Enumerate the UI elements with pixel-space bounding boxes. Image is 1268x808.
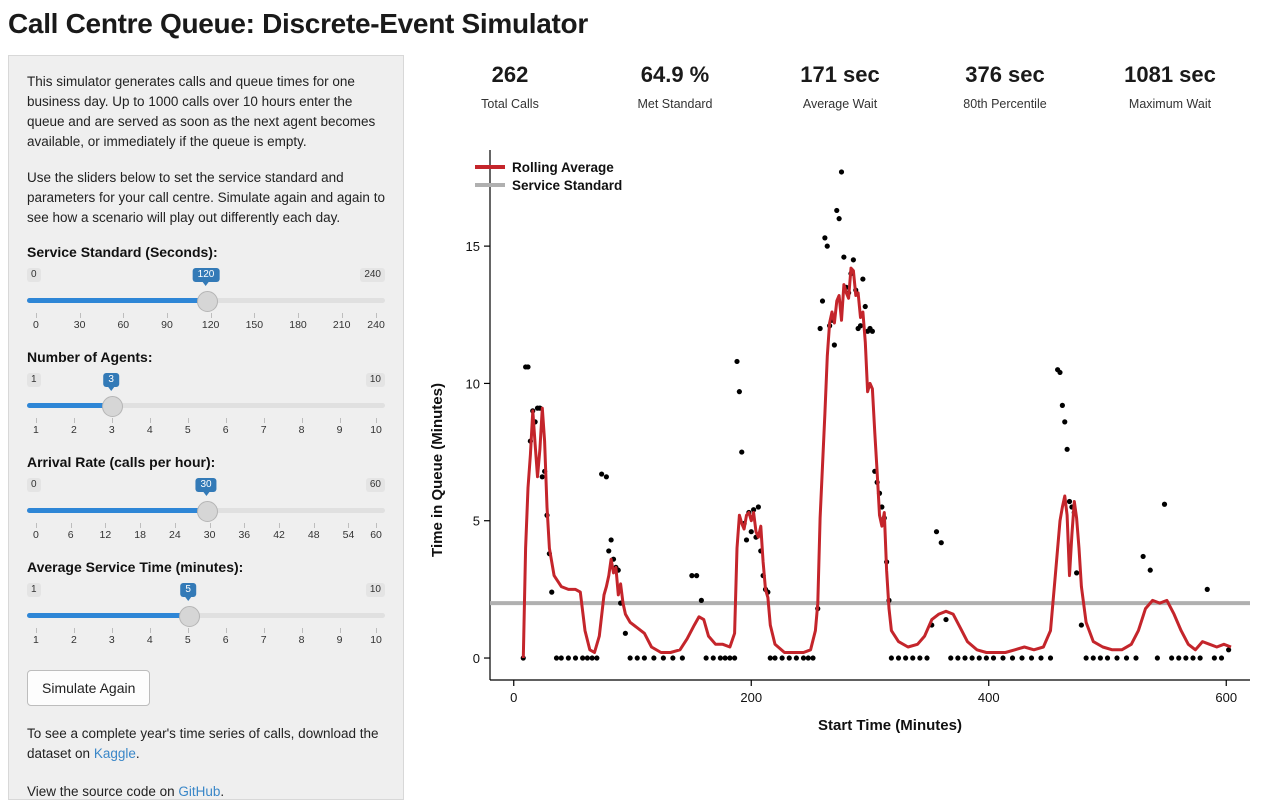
- slider-service-standard: [27, 244, 385, 333]
- data-point: [768, 655, 773, 660]
- chart-legend: [475, 160, 622, 193]
- tick-label: 3: [108, 424, 115, 436]
- slider-track-fill: [27, 298, 206, 303]
- data-point: [689, 573, 694, 578]
- data-point: [1169, 655, 1174, 660]
- data-point: [723, 655, 728, 660]
- data-point: [1062, 419, 1067, 424]
- data-point: [718, 655, 723, 660]
- data-point: [670, 655, 675, 660]
- data-point: [756, 504, 761, 509]
- x-tick-label: 400: [977, 690, 1000, 705]
- tick-label: 240: [367, 319, 385, 331]
- data-point: [651, 655, 656, 660]
- slider-number-of-agents-label: Number of Agents:: [27, 349, 153, 365]
- y-tick-label: 15: [465, 239, 480, 255]
- data-point: [1010, 655, 1015, 660]
- rolling-average-line: [523, 268, 1231, 658]
- slider-arrival-rate-label: Arrival Rate (calls per hour):: [27, 454, 216, 470]
- data-point: [1190, 655, 1195, 660]
- slider-arrival-rate-knob[interactable]: [197, 501, 218, 522]
- data-point: [772, 655, 777, 660]
- data-point: [896, 655, 901, 660]
- metric-maximum-wait-value: 1081 sec: [1124, 62, 1216, 87]
- x-tick-label: 600: [1215, 690, 1238, 705]
- x-tick-label: 200: [740, 690, 763, 705]
- slider-track-fill: [27, 508, 206, 513]
- controls-sidebar: [8, 55, 404, 800]
- data-point: [806, 655, 811, 660]
- slider-average-service-time-label: Average Service Time (minutes):: [27, 559, 244, 575]
- data-point: [810, 655, 815, 660]
- data-point: [1212, 655, 1217, 660]
- tick-label: 6: [222, 424, 229, 436]
- data-point: [1219, 655, 1224, 660]
- tick-label: 4: [146, 634, 153, 646]
- metric-total-calls-label: Total Calls: [481, 97, 539, 111]
- intro-paragraph-1: This simulator generates calls and queue times for one business day. Up to 1000 calls over 10 hours enter the queue and are served as soon as the next agent becomes available, or immediately if the queue is empty.: [27, 74, 376, 149]
- data-point: [1105, 655, 1110, 660]
- tick-label: 150: [245, 319, 264, 331]
- data-point: [1162, 502, 1167, 507]
- data-point: [1029, 655, 1034, 660]
- data-point: [554, 655, 559, 660]
- data-point: [1176, 655, 1181, 660]
- data-point: [623, 631, 628, 636]
- tick-label: 5: [184, 634, 191, 646]
- tick-label: 9: [336, 634, 343, 646]
- data-point: [590, 655, 595, 660]
- slider-service-standard-value: 120: [193, 268, 220, 282]
- data-point: [948, 655, 953, 660]
- data-point: [1133, 655, 1138, 660]
- data-point: [1000, 655, 1005, 660]
- data-point: [1141, 554, 1146, 559]
- slider-average-service-time-max: 10: [366, 583, 385, 597]
- data-point: [1048, 655, 1053, 660]
- tick-label: 4: [146, 424, 153, 436]
- x-axis-title: Start Time (Minutes): [818, 717, 962, 734]
- data-point: [910, 655, 915, 660]
- tick-label: 7: [260, 634, 267, 646]
- y-tick-label: 10: [465, 376, 480, 392]
- data-point: [704, 655, 709, 660]
- legend-label-rolling-average: Rolling Average: [512, 160, 614, 175]
- data-point: [903, 655, 908, 660]
- metric-total-calls: [430, 62, 590, 111]
- github-footnote: [27, 782, 385, 802]
- data-point: [984, 655, 989, 660]
- data-point: [924, 655, 929, 660]
- slider-number-of-agents-track[interactable]: [27, 395, 385, 417]
- data-point: [870, 329, 875, 334]
- data-point: [580, 655, 585, 660]
- data-point: [604, 474, 609, 479]
- data-point: [863, 304, 868, 309]
- data-point: [801, 655, 806, 660]
- data-point: [860, 276, 865, 281]
- data-point: [943, 617, 948, 622]
- metrics-row: [430, 62, 1250, 111]
- slider-arrival-rate-ticks: [27, 523, 385, 543]
- tick-label: 9: [336, 424, 343, 436]
- data-point: [991, 655, 996, 660]
- queue-time-chart: [420, 130, 1260, 750]
- data-point: [680, 655, 685, 660]
- tick-label: 0: [33, 529, 39, 541]
- y-tick-label: 5: [472, 513, 480, 529]
- data-point: [635, 655, 640, 660]
- data-point: [1019, 655, 1024, 660]
- metric-met-standard-value: 64.9 %: [640, 62, 710, 87]
- intro-paragraph-2: Use the sliders below to set the service standard and parameters for your call centre. Simulate again and again to see how a scenario will play out differently each day.: [27, 170, 385, 225]
- data-point: [1065, 447, 1070, 452]
- metric-met-standard-label: Met Standard: [637, 97, 713, 111]
- data-point: [739, 449, 744, 454]
- data-point: [917, 655, 922, 660]
- tick-label: 90: [161, 319, 173, 331]
- github-footnote-period: .: [220, 784, 225, 799]
- slider-arrival-rate: [27, 454, 385, 543]
- slider-track-fill: [27, 403, 111, 408]
- plot-area: [466, 150, 1250, 705]
- slider-service-standard-track[interactable]: [27, 290, 385, 312]
- github-footnote-text: View the source code on: [27, 784, 179, 799]
- data-point: [851, 257, 856, 262]
- data-point: [977, 655, 982, 660]
- slider-number-of-agents-min: 1: [27, 373, 41, 387]
- metric-80th-percentile-label: 80th Percentile: [963, 97, 1047, 111]
- data-point: [559, 655, 564, 660]
- simulate-again-button[interactable]: Simulate Again: [27, 670, 150, 706]
- data-point: [1098, 655, 1103, 660]
- data-point: [962, 655, 967, 660]
- data-point: [609, 537, 614, 542]
- slider-number-of-agents-ticks: [27, 418, 385, 438]
- data-point: [1198, 655, 1203, 660]
- data-point: [549, 590, 554, 595]
- legend-label-service-standard: Service Standard: [512, 178, 623, 193]
- slider-average-service-time-value: 5: [180, 583, 196, 597]
- data-point: [525, 364, 530, 369]
- kaggle-footnote-period: .: [135, 746, 140, 761]
- tick-label: 60: [117, 319, 130, 331]
- data-point: [818, 326, 823, 331]
- data-point: [837, 216, 842, 221]
- data-point: [594, 655, 599, 660]
- tick-label: 36: [238, 529, 251, 541]
- data-point: [834, 208, 839, 213]
- data-point: [934, 529, 939, 534]
- metric-maximum-wait-label: Maximum Wait: [1128, 97, 1212, 111]
- data-point: [787, 655, 792, 660]
- data-point: [1067, 499, 1072, 504]
- slider-service-standard-label: Service Standard (Seconds):: [27, 244, 218, 260]
- page-title: Call Centre Queue: Discrete-Event Simulator: [8, 8, 588, 39]
- tick-label: 6: [67, 529, 74, 541]
- data-point: [642, 655, 647, 660]
- data-point: [1155, 655, 1160, 660]
- metric-met-standard: [595, 62, 755, 111]
- tick-label: 8: [298, 634, 305, 646]
- slider-average-service-time-min: 1: [27, 583, 41, 597]
- slider-arrival-rate-track[interactable]: [27, 500, 385, 522]
- data-point: [727, 655, 732, 660]
- data-point: [841, 254, 846, 259]
- tick-label: 60: [370, 529, 382, 541]
- tick-label: 54: [342, 529, 355, 541]
- kaggle-link[interactable]: Kaggle: [93, 746, 136, 761]
- data-point: [1074, 570, 1079, 575]
- slider-number-of-agents: [27, 349, 385, 438]
- data-point: [737, 389, 742, 394]
- slider-arrival-rate-min: 0: [27, 478, 41, 492]
- data-point: [749, 529, 754, 534]
- data-point: [1091, 655, 1096, 660]
- data-point: [820, 298, 825, 303]
- data-point: [566, 655, 571, 660]
- metric-total-calls-value: 262: [491, 62, 529, 87]
- data-point: [825, 244, 830, 249]
- tick-label: 210: [332, 319, 351, 331]
- slider-number-of-agents-knob[interactable]: [102, 396, 123, 417]
- data-point: [573, 655, 578, 660]
- slider-average-service-time-ticks: [27, 628, 385, 648]
- metric-average-wait-label: Average Wait: [802, 97, 878, 111]
- data-point: [599, 471, 604, 476]
- y-axis-title: Time in Queue (Minutes): [429, 383, 446, 557]
- tick-label: 42: [273, 529, 285, 541]
- data-point: [1205, 587, 1210, 592]
- slider-track-fill: [27, 613, 188, 618]
- slider-service-standard-ticks: [27, 313, 385, 333]
- data-point: [1038, 655, 1043, 660]
- tick-label: 12: [99, 529, 112, 541]
- data-point: [955, 655, 960, 660]
- tick-label: 10: [370, 634, 382, 646]
- data-point: [1114, 655, 1119, 660]
- slider-service-standard-min: 0: [27, 268, 41, 282]
- slider-arrival-rate-value: 30: [195, 478, 216, 492]
- data-point: [694, 573, 699, 578]
- data-point: [711, 655, 716, 660]
- tick-label: 6: [222, 634, 229, 646]
- data-point: [1084, 655, 1089, 660]
- data-point: [858, 323, 863, 328]
- tick-label: 24: [169, 529, 181, 541]
- slider-average-service-time-knob[interactable]: [179, 606, 200, 627]
- slider-arrival-rate-max: 60: [366, 478, 385, 492]
- data-point: [889, 655, 894, 660]
- tick-label: 120: [201, 319, 220, 331]
- tick-label: 48: [307, 529, 320, 541]
- data-point: [1057, 370, 1062, 375]
- tick-label: 180: [289, 319, 307, 331]
- tick-label: 7: [260, 424, 267, 436]
- data-point: [1079, 622, 1084, 627]
- data-point: [744, 537, 749, 542]
- tick-label: 10: [370, 424, 382, 436]
- data-point: [794, 655, 799, 660]
- kaggle-footnote: [27, 724, 385, 764]
- metric-80th-percentile: [925, 62, 1085, 111]
- tick-label: 1: [33, 634, 39, 646]
- slider-average-service-time-track[interactable]: [27, 605, 385, 627]
- data-point: [939, 540, 944, 545]
- metric-average-wait-value: 171 sec: [800, 62, 880, 87]
- tick-label: 2: [70, 634, 77, 646]
- data-point: [540, 474, 545, 479]
- tick-label: 0: [33, 319, 39, 331]
- tick-label: 5: [184, 424, 191, 436]
- data-point: [1060, 403, 1065, 408]
- data-point: [780, 655, 785, 660]
- slider-service-standard-knob[interactable]: [197, 291, 218, 312]
- tick-label: 18: [134, 529, 146, 541]
- data-point: [628, 655, 633, 660]
- data-point: [585, 655, 590, 660]
- slider-service-standard-max: 240: [360, 268, 385, 282]
- slider-average-service-time: [27, 559, 385, 648]
- data-point: [839, 169, 844, 174]
- data-point: [1183, 655, 1188, 660]
- tick-label: 1: [33, 424, 39, 436]
- metric-average-wait: [760, 62, 920, 111]
- data-point: [822, 235, 827, 240]
- slider-number-of-agents-max: 10: [366, 373, 385, 387]
- data-point: [606, 548, 611, 553]
- tick-label: 2: [70, 424, 77, 436]
- kaggle-footnote-text: To see a complete year's time series of calls, download the dataset on: [27, 726, 379, 761]
- y-tick-label: 0: [472, 651, 480, 667]
- metric-maximum-wait: [1090, 62, 1250, 111]
- data-point: [734, 359, 739, 364]
- tick-label: 3: [108, 634, 115, 646]
- data-point: [970, 655, 975, 660]
- tick-label: 30: [73, 319, 86, 331]
- data-point: [732, 655, 737, 660]
- slider-number-of-agents-value: 3: [103, 373, 119, 387]
- tick-label: 8: [298, 424, 305, 436]
- github-link[interactable]: GitHub: [178, 784, 221, 799]
- metric-80th-percentile-value: 376 sec: [965, 62, 1045, 87]
- data-point: [832, 342, 837, 347]
- data-point: [699, 598, 704, 603]
- data-point: [1124, 655, 1129, 660]
- data-point: [661, 655, 666, 660]
- data-point: [1148, 568, 1153, 573]
- tick-label: 30: [203, 529, 216, 541]
- x-tick-label: 0: [510, 690, 518, 705]
